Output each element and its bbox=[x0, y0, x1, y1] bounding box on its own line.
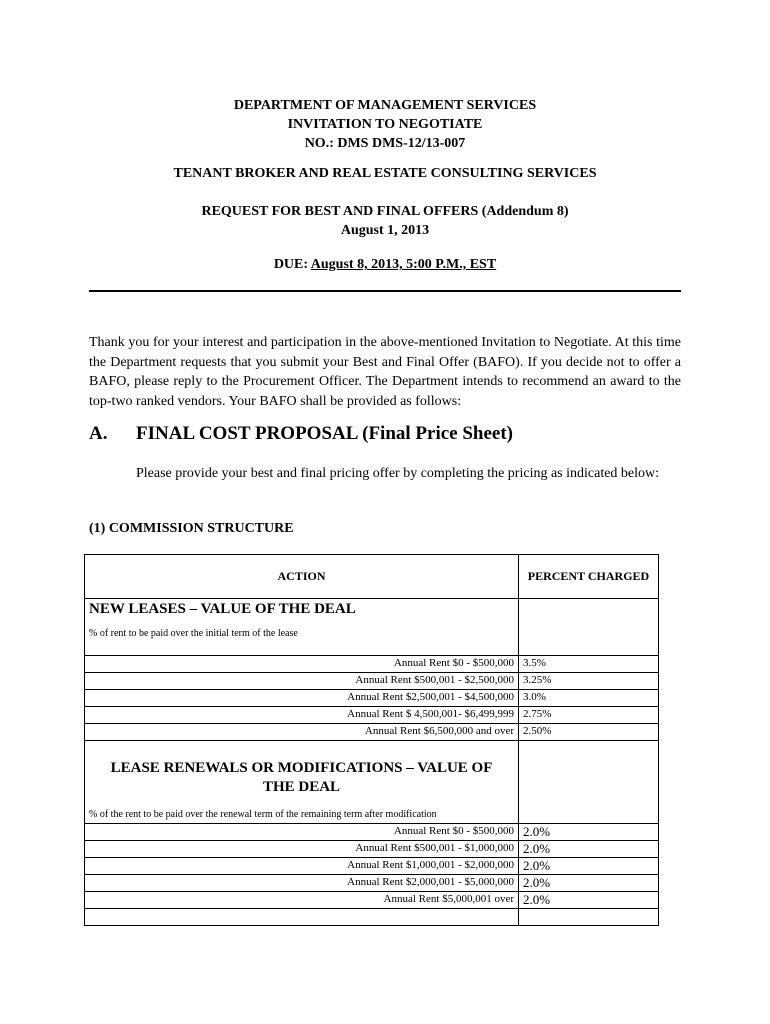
new-leases-title: NEW LEASES – VALUE OF THE DEAL bbox=[89, 601, 356, 617]
empty-row bbox=[85, 909, 659, 926]
rfbo-title: REQUEST FOR BEST AND FINAL OFFERS (Addendum 8) bbox=[201, 204, 569, 219]
services-title: TENANT BROKER AND REAL ESTATE CONSULTING SERVICES bbox=[173, 166, 597, 181]
renewals-cell bbox=[85, 741, 519, 824]
table-row bbox=[85, 724, 659, 741]
renewals-title: LEASE RENEWALS OR MODIFICATIONS – VALUE OF THE DEAL bbox=[110, 760, 493, 795]
due-line bbox=[0, 257, 770, 273]
table-row bbox=[85, 824, 659, 841]
renewals-header-row bbox=[85, 741, 659, 824]
col-header-action: ACTION bbox=[85, 555, 519, 599]
rfbo-block bbox=[0, 202, 770, 240]
percent-value: 2.0% bbox=[519, 841, 659, 858]
intro-paragraph: Thank you for your interest and participation in the above-mentioned Invitation to Negotiate. At this time the Department requests that you submit your Best and Final Offer (BAFO). If you decide not to offer a BAFO, please reply to the Procurement Officer. The Department intends to recommend an award to the top-two ranked vendors. Your BAFO shall be provided as follows: bbox=[89, 335, 681, 409]
rent-range: Annual Rent $6,500,000 and over bbox=[85, 724, 519, 741]
rent-range: Annual Rent $ 4,500,001- $6,499,999 bbox=[85, 707, 519, 724]
due-date: August 8, 2013, 5:00 P.M., EST bbox=[310, 257, 497, 272]
table-row bbox=[85, 690, 659, 707]
table-row bbox=[85, 673, 659, 690]
table-row bbox=[85, 892, 659, 909]
rent-range: Annual Rent $1,000,001 - $2,000,000 bbox=[85, 858, 519, 875]
rent-range: Annual Rent $0 - $500,000 bbox=[85, 824, 519, 841]
new-leases-header-row bbox=[85, 599, 659, 656]
document-header bbox=[0, 96, 770, 153]
table-row bbox=[85, 858, 659, 875]
table-row bbox=[85, 656, 659, 673]
empty-cell bbox=[85, 909, 519, 926]
header-divider bbox=[89, 290, 681, 292]
commission-table bbox=[84, 554, 659, 926]
percent-value: 2.75% bbox=[519, 707, 659, 724]
rent-range: Annual Rent $500,001 - $1,000,000 bbox=[85, 841, 519, 858]
rent-range: Annual Rent $5,000,001 over bbox=[85, 892, 519, 909]
rent-range: Annual Rent $2,500,001 - $4,500,000 bbox=[85, 690, 519, 707]
section-instructions: Please provide your best and final pricing offer by completing the pricing as indicated below: bbox=[136, 466, 660, 481]
percent-value: 2.0% bbox=[519, 875, 659, 892]
commission-heading: (1) COMMISSION STRUCTURE bbox=[89, 521, 294, 536]
percent-value: 2.0% bbox=[519, 858, 659, 875]
empty-cell bbox=[519, 909, 659, 926]
rent-range: Annual Rent $0 - $500,000 bbox=[85, 656, 519, 673]
itn-title: INVITATION TO NEGOTIATE bbox=[287, 117, 483, 132]
percent-value: 2.0% bbox=[519, 892, 659, 909]
renewals-percent-blank bbox=[519, 741, 659, 824]
new-leases-percent-blank bbox=[519, 599, 659, 656]
renewals-note: % of the rent to be paid over the renewal term of the remaining term after modification bbox=[89, 809, 437, 820]
percent-value: 3.0% bbox=[519, 690, 659, 707]
table-row bbox=[85, 875, 659, 892]
section-letter: A. bbox=[89, 423, 108, 444]
rent-range: Annual Rent $2,000,001 - $5,000,000 bbox=[85, 875, 519, 892]
new-leases-note: % of rent to be paid over the initial term of the lease bbox=[89, 628, 298, 639]
percent-value: 3.5% bbox=[519, 656, 659, 673]
table-header-row bbox=[85, 555, 659, 599]
percent-value: 3.25% bbox=[519, 673, 659, 690]
itn-number: NO.: DMS DMS-12/13-007 bbox=[304, 136, 466, 151]
col-header-percent: PERCENT CHARGED bbox=[519, 555, 659, 599]
percent-value: 2.50% bbox=[519, 724, 659, 741]
table-row bbox=[85, 841, 659, 858]
due-label: DUE: bbox=[273, 257, 309, 272]
table-row bbox=[85, 707, 659, 724]
dept-name: DEPARTMENT OF MANAGEMENT SERVICES bbox=[233, 98, 537, 113]
rfbo-date: August 1, 2013 bbox=[340, 223, 430, 238]
rent-range: Annual Rent $500,001 - $2,500,000 bbox=[85, 673, 519, 690]
percent-value: 2.0% bbox=[519, 824, 659, 841]
section-title: FINAL COST PROPOSAL (Final Price Sheet) bbox=[136, 423, 514, 444]
new-leases-cell bbox=[85, 599, 519, 656]
